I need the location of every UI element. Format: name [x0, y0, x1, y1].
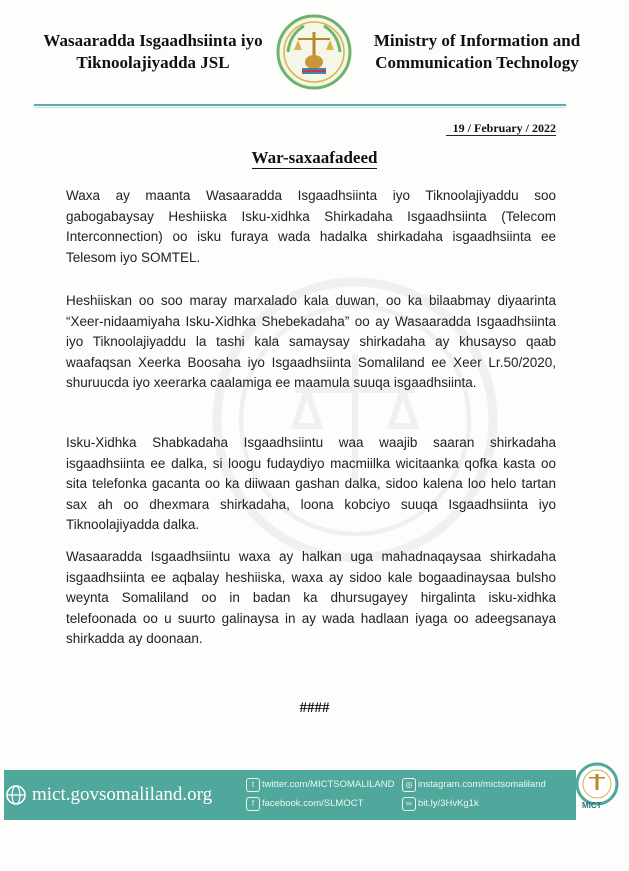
link-icon: ∞ [402, 797, 416, 811]
facebook-icon: f [246, 797, 260, 811]
header-divider [34, 104, 566, 106]
ministry-name-somali-line2: Tiknoolajiyadda JSL [76, 53, 230, 72]
bitly-link[interactable]: bit.ly/3HvKg1k [418, 798, 479, 809]
mict-logo-icon [574, 760, 620, 820]
globe-icon [0, 772, 26, 818]
paragraph-2: Heshiiskan oo soo maray marxalado kala duwan, oo ka bilaabmay diyaarinta “Xeer-nidaamiyaha Isku-Xidhka Shebekadaha” oo ay Wasaaradda Isgaadhsiinta iyo Tiknoolajiyaddu la tashi kala samaysay shirkadaha ay khusayso qaab waafaqsan Xeerka Boosaha iyo Isgaadhsiinta Somaliland ee Xeer Lr.50/2020, shuruucda iyo xeerarka caalamiga ee maamula suuqa isgaadhsiinta. [66, 293, 556, 391]
paragraph-1: Waxa ay maanta Wasaaradda Isgaadhsiinta iyo Tiknoolajiyaddu soo gabogabaysay Heshiiska Isku-xidhka Shirkadaha Isgaadhsiinta (Telecom Interconnection) oo isku furaya wada hadalka shirkadaha isgaadhsiinta ee Telesom iyo SOMTEL. [66, 188, 556, 265]
release-date-underline [446, 135, 556, 136]
release-date: 19 / February / 2022 [452, 121, 556, 135]
ministry-name-english [360, 30, 594, 74]
twitter-link[interactable]: twitter.com/MICTSOMALILAND [262, 779, 395, 790]
ministry-name-english-line2: Communication Technology [375, 53, 579, 72]
ministry-name-somali-line1: Wasaaradda Isgaadhsiinta iyo [43, 31, 263, 50]
website-link[interactable]: mict.govsomaliland.org [32, 784, 213, 805]
ministry-name-somali [38, 30, 268, 74]
twitter-icon: t [246, 778, 260, 792]
document-title [0, 148, 629, 168]
instagram-icon: ◎ [402, 778, 416, 792]
end-mark: #### [299, 700, 330, 716]
paragraph-4: Wasaaradda Isgaadhsiintu waxa ay halkan uga mahadnaqaysaa shirkadaha isgaadhsiinta ee aqbalay heshiiska, waxa ay sidoo kale bogaadinaysaa bulsho weynta Somaliland oo in badan ka dhursugayey hirgalinta isku-xidhka telefoonada oo u suurto galinaysa in ay wada hadlaan iyaga oo adeegsanaya shirkadda ay doonaan. [66, 549, 556, 647]
ministry-name-english-line1: Ministry of Information and [373, 31, 581, 50]
facebook-link[interactable]: facebook.com/SLMOCT [262, 798, 364, 809]
document-title-text: War-saxaafadeed [251, 148, 378, 167]
footer-bar [4, 770, 576, 820]
header-divider-shadow [34, 107, 566, 108]
paragraph-3: Isku-Xidhka Shabkadaha Isgaadhsiintu waa waajib saaran shirkadaha isgaadhsiinta ee dalka, si loogu fudaydiyo macmiilka wicitaanka qofka kasta oo sita telefonka gacanta oo ka diiwaan gashan dalka, sidoo kalena loo helo tartan sax ah oo dhexmara shirkadaha, loona kobciyo suuqa Isgaadhsiinta iyo Tiknoolajiyadda dalka. [66, 435, 556, 533]
mict-logo-label: MICT [582, 801, 602, 810]
instagram-link[interactable]: instagram.com/mictsomaliland [418, 779, 546, 790]
coat-of-arms-icon [274, 12, 354, 92]
